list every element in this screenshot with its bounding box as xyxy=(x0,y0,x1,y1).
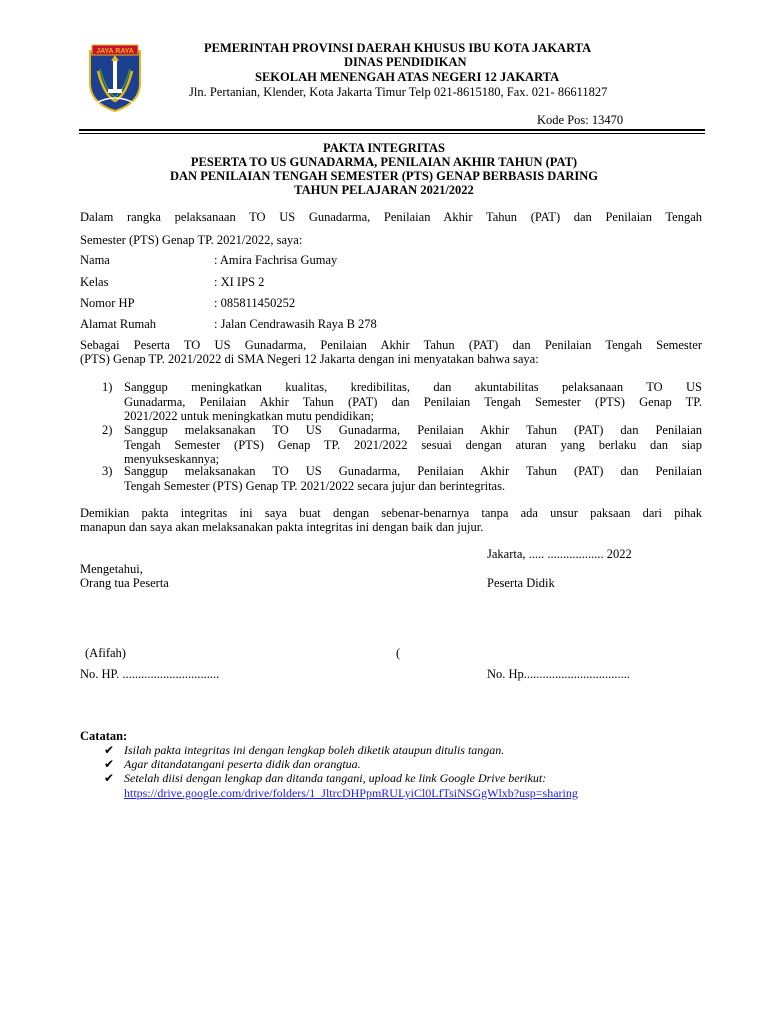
field-value-address: : Jalan Cendrawasih Raya B 278 xyxy=(214,317,377,331)
checkmark-icon: ✔ xyxy=(104,757,115,771)
field-label-address: Alamat Rumah xyxy=(80,317,157,331)
commitment-number-2: 2) xyxy=(102,423,113,437)
commitment-3-line-1: Sanggup melaksanakan TO US Gunadarma, Penilaian Akhir Tahun (PAT) dan Penilaian xyxy=(124,464,702,478)
statement-paragraph xyxy=(80,338,702,366)
header-rule-thin xyxy=(79,133,705,134)
note-item-2: Agar ditandatangani peserta didik dan orangtua. xyxy=(124,757,361,771)
parent-phone-line: No. HP. ............................... xyxy=(80,667,220,681)
note-item-1: Isilah pakta integritas ini dengan lengkap boleh diketik ataupun ditulis tangan. xyxy=(124,743,505,757)
commitment-2-line-2: Tengah Semester (PTS) Genap TP. 2021/2022 sesuai dengan aturan yang berlaku dan siap xyxy=(124,437,702,452)
document-subtitle-1: PESERTA TO US GUNADARMA, PENILAIAN AKHIR TAHUN (PAT) xyxy=(190,155,578,169)
school-address: Jln. Pertanian, Klender, Kota Jakarta Timur Telp 021-8615180, Fax. 021- 86611827 xyxy=(189,85,608,99)
logo-banner-text: JAYA RAYA xyxy=(96,48,134,55)
field-value-class: : XI IPS 2 xyxy=(214,275,265,289)
intro-line-2: Semester (PTS) Genap TP. 2021/2022, saya: xyxy=(80,233,303,247)
checkmark-icon: ✔ xyxy=(104,743,115,757)
agency-header-line: DINAS PENDIDIKAN xyxy=(344,55,467,69)
commitment-number-1: 1) xyxy=(102,380,113,394)
student-name-bracket: ( xyxy=(396,646,401,660)
notes-heading: Catatan: xyxy=(80,729,128,743)
statement-line-2: (PTS) Genap TP. 2021/2022 di SMA Negeri 12 Jakarta dengan ini menyatakan bahwa saya: xyxy=(80,352,539,366)
document-subtitle-3: TAHUN PELAJARAN 2021/2022 xyxy=(294,183,474,197)
field-value-phone: : 085811450252 xyxy=(214,296,296,310)
field-label-name: Nama xyxy=(80,253,110,267)
parent-name: (Afifah) xyxy=(85,646,126,660)
commitment-1-line-3: 2021/2022 untuk meningkatkan mutu pendidikan; xyxy=(124,409,374,423)
parent-role-label: Orang tua Peserta xyxy=(80,576,169,590)
commitment-2-line-1: Sanggup melaksanakan TO US Gunadarma, Penilaian Akhir Tahun (PAT) dan Penilaian xyxy=(124,423,702,437)
commitment-2-line-3: menyukseskannya; xyxy=(124,452,220,466)
place-date: Jakarta, ..... .................. 2022 xyxy=(487,547,632,561)
acknowledged-label: Mengetahui, xyxy=(80,562,143,576)
checkmark-icon: ✔ xyxy=(104,771,115,785)
document-subtitle-2: DAN PENILAIAN TENGAH SEMESTER (PTS) GENAP BERBASIS DARING xyxy=(170,169,598,183)
header-rule-thick xyxy=(79,129,705,131)
commitment-3-line-2: Tengah Semester (PTS) Genap TP. 2021/2022 secara jujur dan berintegritas. xyxy=(124,478,506,493)
google-drive-link[interactable]: https://drive.google.com/drive/folders/1_JltrcDHPpmRULyiCl0LfTsiNSGgWlxb?usp=sharing xyxy=(124,786,578,800)
closing-line-2: manapun dan saya akan melaksanakan pakta integritas ini dengan baik dan jujur. xyxy=(80,520,484,534)
commitment-item-3 xyxy=(124,464,702,493)
closing-paragraph xyxy=(80,506,702,534)
commitment-1-line-1: Sanggup meningkatkan kualitas, kredibilitas, dan akuntabilitas pelaksanaan TO US xyxy=(124,380,702,394)
commitment-number-3: 3) xyxy=(102,464,113,478)
school-header-line: SEKOLAH MENENGAH ATAS NEGERI 12 JAKARTA xyxy=(255,70,560,84)
student-role-label: Peserta Didik xyxy=(487,576,555,590)
jakarta-emblem-logo xyxy=(86,43,144,113)
document-title: PAKTA INTEGRITAS xyxy=(323,141,445,155)
commitment-item-1 xyxy=(124,380,702,424)
gov-header-line: PEMERINTAH PROVINSI DAERAH KHUSUS IBU KOTA JAKARTA xyxy=(204,41,592,55)
intro-line-1: Dalam rangka pelaksanaan TO US Gunadarma, Penilaian Akhir Tahun (PAT) dan Penilaian Tengah xyxy=(80,210,702,224)
commitment-1-line-2: Gunadarma, Penilaian Akhir Tahun (PAT) dan Penilaian Tengah Semester (PTS) Genap TP. xyxy=(124,394,702,409)
closing-line-1: Demikian pakta integritas ini saya buat dengan sebenar-benarnya tanpa ada unsur paksaan dari pihak xyxy=(80,506,702,520)
statement-line-1: Sebagai Peserta TO US Gunadarma, Penilaian Akhir Tahun (PAT) dan Penilaian Tengah Semester xyxy=(80,338,702,352)
field-value-name: : Amira Fachrisa Gumay xyxy=(214,253,338,267)
postal-code: Kode Pos: 13470 xyxy=(537,113,624,127)
intro-paragraph xyxy=(80,210,702,225)
student-phone-line: No. Hp.................................. xyxy=(487,667,631,681)
note-item-3: Setelah diisi dengan lengkap dan ditanda tangani, upload ke link Google Drive berikut: xyxy=(124,771,547,785)
commitment-item-2 xyxy=(124,423,702,467)
field-label-phone: Nomor HP xyxy=(80,296,135,310)
field-label-class: Kelas xyxy=(80,275,109,289)
